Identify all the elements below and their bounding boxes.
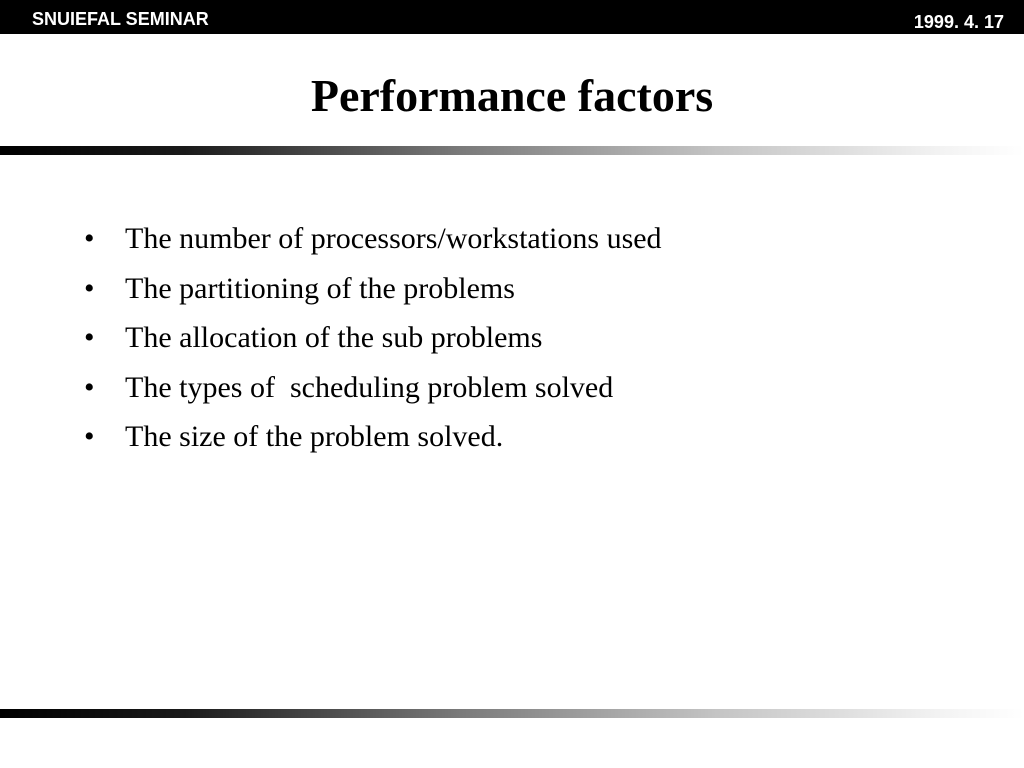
bullet-item xyxy=(84,318,543,368)
title-divider xyxy=(0,146,1024,155)
bullet-text: The size of the problem solved. xyxy=(125,420,504,453)
bullet-icon: • xyxy=(84,321,95,354)
seminar-name: SNUIEFAL SEMINAR xyxy=(32,9,209,29)
bullet-text: The types of scheduling problem solved xyxy=(125,370,614,404)
seminar-date: 1999. 4. 17 xyxy=(913,12,1004,32)
bullet-list xyxy=(84,219,662,467)
bullet-item xyxy=(84,368,614,418)
bullet-text: The number of processors/workstations used xyxy=(125,222,662,255)
bullet-text: The allocation of the sub problems xyxy=(125,321,543,354)
header-bar xyxy=(0,0,1024,34)
slide-title: Performance factors xyxy=(310,70,714,121)
bullet-icon: • xyxy=(84,271,95,305)
bullet-item xyxy=(84,417,504,467)
bullet-item xyxy=(84,269,515,319)
footer-divider xyxy=(0,709,1024,718)
bullet-icon: • xyxy=(84,420,95,453)
bullet-item xyxy=(84,219,662,269)
bullet-icon: • xyxy=(84,370,95,404)
bullet-icon: • xyxy=(84,222,95,255)
bullet-text: The partitioning of the problems xyxy=(125,271,515,305)
